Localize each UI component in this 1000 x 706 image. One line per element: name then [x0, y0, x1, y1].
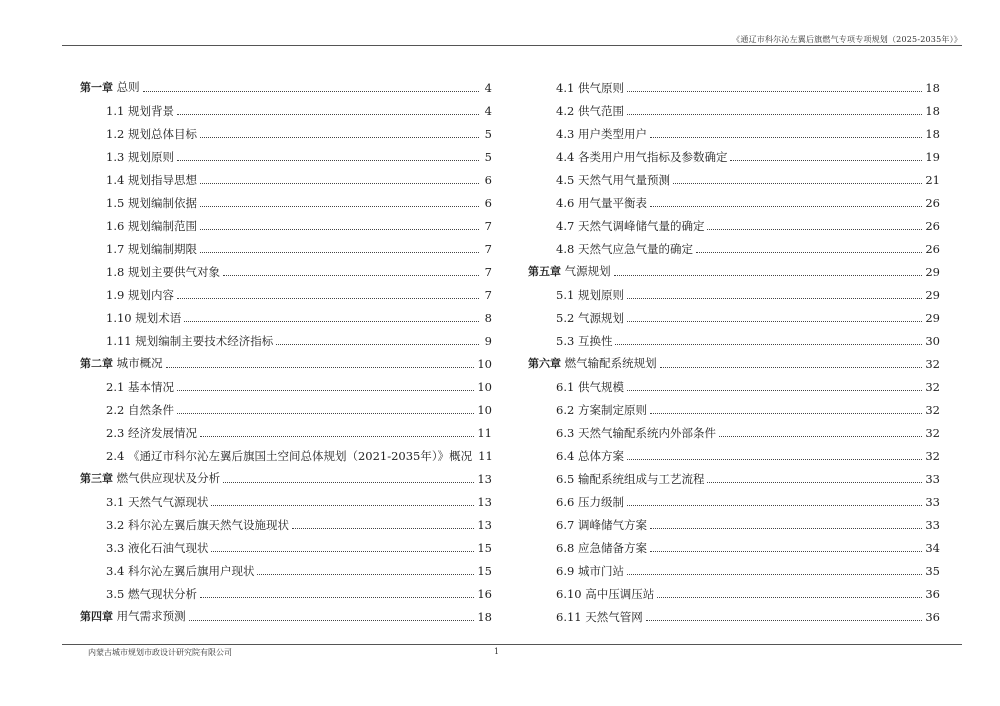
toc-section-entry[interactable]	[528, 394, 940, 417]
toc-section-entry[interactable]	[528, 233, 940, 256]
toc-section-title: 4.4 各类用户用气指标及参数确定	[556, 150, 728, 164]
toc-dot-leader	[200, 435, 474, 437]
toc-section-entry[interactable]	[528, 279, 940, 302]
toc-section-entry[interactable]	[80, 256, 492, 279]
toc-page-number: 29	[925, 311, 940, 325]
toc-section-entry[interactable]	[528, 417, 940, 440]
toc-dot-leader	[200, 136, 479, 138]
toc-chapter-name: 气源规划	[564, 264, 611, 278]
toc-section-title: 3.2 科尔沁左翼后旗天然气设施现状	[106, 518, 289, 532]
toc-dot-leader	[200, 596, 474, 598]
toc-page-number: 21	[925, 173, 940, 187]
toc-section-title: 5.3 互换性	[556, 334, 613, 348]
toc-page-number: 32	[925, 403, 940, 417]
toc-section-title: 1.3 规划原则	[106, 150, 174, 164]
toc-section-entry[interactable]	[80, 118, 492, 141]
toc-section-title: 4.8 天然气应急气量的确定	[556, 242, 693, 256]
toc-dot-leader	[200, 251, 479, 253]
toc-section-title: 6.6 压力级制	[556, 495, 624, 509]
toc-chapter-name: 总则	[116, 80, 140, 94]
toc-page-number: 4	[484, 81, 492, 95]
toc-chapter-title	[80, 609, 186, 624]
toc-dot-leader	[696, 251, 922, 253]
toc-dot-leader	[730, 159, 922, 161]
toc-section-title: 6.10 高中压调压站	[556, 587, 655, 601]
toc-page-number: 11	[477, 426, 492, 440]
toc-dot-leader	[223, 481, 474, 483]
toc-section-title: 4.2 供气范围	[556, 104, 624, 118]
toc-chapter-name: 用气需求预测	[116, 609, 186, 623]
toc-page-number: 36	[925, 610, 940, 624]
toc-dot-leader	[650, 412, 922, 414]
toc-section-entry[interactable]	[528, 210, 940, 233]
toc-section-title: 6.7 调峰储气方案	[556, 518, 647, 532]
toc-section-title: 1.11 规划编制主要技术经济指标	[106, 334, 274, 348]
toc-dot-leader	[673, 182, 922, 184]
toc-section-entry[interactable]	[528, 532, 940, 555]
toc-chapter-title	[80, 80, 140, 95]
toc-section-title: 6.8 应急储备方案	[556, 541, 647, 555]
toc-dot-leader	[200, 182, 479, 184]
toc-chapter-number: 第六章	[528, 357, 561, 370]
toc-section-entry[interactable]	[80, 187, 492, 210]
toc-section-title: 6.11 天然气管网	[556, 610, 643, 624]
toc-dot-leader	[627, 113, 922, 115]
toc-page-number: 7	[484, 219, 492, 233]
toc-page-number: 15	[477, 541, 492, 555]
toc-section-entry[interactable]	[80, 302, 492, 325]
toc-page-number: 13	[477, 472, 492, 486]
toc-page-number: 11	[478, 449, 493, 463]
toc-chapter-name: 燃气输配系统规划	[564, 356, 657, 370]
toc-section-entry[interactable]	[80, 486, 492, 509]
toc-page-number: 32	[925, 426, 940, 440]
toc-section-title: 3.5 燃气现状分析	[106, 587, 197, 601]
toc-dot-leader	[650, 550, 922, 552]
toc-section-entry[interactable]	[80, 417, 492, 440]
toc-chapter-number: 第三章	[80, 472, 113, 485]
toc-dot-leader	[184, 320, 479, 322]
toc-section-entry[interactable]	[528, 72, 940, 95]
toc-section-title: 5.1 规划原则	[556, 288, 624, 302]
toc-dot-leader	[143, 90, 479, 92]
toc-section-entry[interactable]	[80, 394, 492, 417]
toc-dot-leader	[719, 435, 922, 437]
toc-dot-leader	[177, 297, 479, 299]
footer-page-number: 1	[494, 647, 500, 656]
toc-dot-leader	[189, 619, 475, 621]
toc-section-title: 6.9 城市门站	[556, 564, 624, 578]
toc-chapter-entry[interactable]	[528, 348, 940, 371]
toc-page-number: 8	[484, 311, 492, 325]
toc-dot-leader	[200, 205, 479, 207]
toc-page-number: 9	[484, 334, 492, 348]
toc-section-entry[interactable]	[528, 463, 940, 486]
toc-section-entry[interactable]	[528, 578, 940, 601]
toc-section-entry[interactable]	[528, 440, 940, 463]
toc-dot-leader	[627, 389, 922, 391]
toc-dot-leader	[177, 113, 479, 115]
toc-dot-leader	[292, 527, 474, 529]
toc-section-title: 4.6 用气量平衡表	[556, 196, 647, 210]
toc-section-entry[interactable]	[528, 325, 940, 348]
toc-section-entry[interactable]	[528, 555, 940, 578]
toc-section-entry[interactable]	[80, 95, 492, 118]
toc-dot-leader	[276, 343, 479, 345]
toc-chapter-number: 第一章	[80, 81, 113, 94]
toc-section-title: 4.7 天然气调峰储气量的确定	[556, 219, 705, 233]
toc-page-number: 19	[925, 150, 940, 164]
toc-section-entry[interactable]	[528, 95, 940, 118]
toc-section-entry[interactable]	[528, 509, 940, 532]
toc-section-entry[interactable]	[80, 532, 492, 555]
toc-page-number: 13	[477, 518, 492, 532]
toc-section-entry[interactable]	[80, 440, 492, 463]
toc-chapter-entry[interactable]	[528, 256, 940, 279]
toc-dot-leader	[614, 274, 923, 276]
toc-section-title: 6.5 输配系统组成与工艺流程	[556, 472, 705, 486]
toc-section-title: 2.3 经济发展情况	[106, 426, 197, 440]
toc-dot-leader	[615, 343, 922, 345]
toc-dot-leader	[707, 228, 922, 230]
toc-page-number: 7	[484, 265, 492, 279]
toc-section-entry[interactable]	[80, 141, 492, 164]
toc-page-number: 6	[484, 173, 492, 187]
toc-section-title: 3.1 天然气气源现状	[106, 495, 209, 509]
toc-page-number: 10	[477, 380, 492, 394]
footer-rule	[62, 644, 962, 645]
toc-dot-leader	[650, 527, 922, 529]
toc-section-title: 3.3 液化石油气现状	[106, 541, 209, 555]
toc-page-number: 7	[484, 242, 492, 256]
toc-section-entry[interactable]	[80, 555, 492, 578]
toc-section-entry[interactable]	[80, 371, 492, 394]
toc-page-number: 15	[477, 564, 492, 578]
toc-section-title: 1.8 规划主要供气对象	[106, 265, 220, 279]
toc-section-title: 2.2 自然条件	[106, 403, 174, 417]
toc-section-title: 2.4 《通辽市科尔沁左翼后旗国土空间总体规划（2021-2035年）》概况	[106, 449, 473, 463]
toc-page-number: 18	[925, 81, 940, 95]
toc-page-number: 29	[925, 265, 940, 279]
toc-section-entry[interactable]	[80, 578, 492, 601]
toc-dot-leader	[211, 550, 474, 552]
toc-section-title: 6.4 总体方案	[556, 449, 624, 463]
toc-chapter-title	[80, 471, 220, 486]
toc-section-title: 1.4 规划指导思想	[106, 173, 197, 187]
toc-page-number: 33	[925, 495, 940, 509]
toc-page-number: 33	[925, 472, 940, 486]
toc-section-entry[interactable]	[80, 325, 492, 348]
toc-dot-leader	[646, 619, 923, 621]
toc-page-number: 26	[925, 242, 940, 256]
toc-section-title: 5.2 气源规划	[556, 311, 624, 325]
toc-section-entry[interactable]	[528, 141, 940, 164]
toc-section-entry[interactable]	[80, 210, 492, 233]
toc-section-title: 1.1 规划背景	[106, 104, 174, 118]
toc-dot-leader	[257, 573, 474, 575]
toc-chapter-number: 第五章	[528, 265, 561, 278]
toc-section-entry[interactable]	[80, 279, 492, 302]
toc-page-number: 35	[925, 564, 940, 578]
toc-page-number: 4	[484, 104, 492, 118]
toc-section-entry[interactable]	[80, 164, 492, 187]
toc-dot-leader	[627, 297, 922, 299]
toc-page-number: 10	[477, 357, 492, 371]
toc-section-title: 4.5 天然气用气量预测	[556, 173, 670, 187]
toc-chapter-entry[interactable]	[80, 601, 492, 624]
toc-right-column	[528, 72, 940, 624]
toc-dot-leader	[177, 159, 479, 161]
toc-chapter-entry[interactable]	[80, 348, 492, 371]
toc-page-number: 33	[925, 518, 940, 532]
toc-chapter-number: 第四章	[80, 610, 113, 623]
toc-section-title: 6.2 方案制定原则	[556, 403, 647, 417]
header-rule	[62, 45, 962, 46]
toc-page-number: 29	[925, 288, 940, 302]
toc-chapter-title	[528, 264, 611, 279]
toc-page-number: 26	[925, 219, 940, 233]
toc-dot-leader	[223, 274, 479, 276]
toc-chapter-title	[528, 356, 657, 371]
toc-section-entry[interactable]	[528, 486, 940, 509]
toc-section-title: 4.1 供气原则	[556, 81, 624, 95]
toc-page-number: 13	[477, 495, 492, 509]
toc-section-title: 3.4 科尔沁左翼后旗用户现状	[106, 564, 255, 578]
toc-page-number: 32	[925, 380, 940, 394]
toc-page-number: 18	[925, 127, 940, 141]
toc-dot-leader	[650, 205, 922, 207]
document-header-title: 《通辽市科尔沁左翼后旗燃气专项专项规划（2025-2035年）》	[732, 35, 962, 44]
toc-dot-leader	[627, 504, 922, 506]
toc-dot-leader	[650, 136, 922, 138]
toc-section-title: 1.10 规划术语	[106, 311, 182, 325]
footer-organization: 内蒙古城市规划市政设计研究院有限公司	[88, 648, 232, 657]
toc-section-title: 1.2 规划总体目标	[106, 127, 197, 141]
toc-page-number: 26	[925, 196, 940, 210]
toc-page-number: 30	[925, 334, 940, 348]
toc-section-title: 2.1 基本情况	[106, 380, 174, 394]
toc-dot-leader	[627, 320, 922, 322]
toc-page-number: 5	[484, 127, 492, 141]
toc-chapter-title	[80, 356, 163, 371]
toc-section-title: 1.9 规划内容	[106, 288, 174, 302]
toc-section-entry[interactable]	[528, 371, 940, 394]
toc-dot-leader	[660, 366, 923, 368]
toc-page-number: 32	[925, 449, 940, 463]
toc-page-number: 34	[925, 541, 940, 555]
toc-chapter-entry[interactable]	[80, 72, 492, 95]
toc-dot-leader	[177, 412, 474, 414]
toc-page-number: 18	[925, 104, 940, 118]
toc-chapter-number: 第二章	[80, 357, 113, 370]
toc-section-entry[interactable]	[528, 302, 940, 325]
toc-chapter-entry[interactable]	[80, 463, 492, 486]
toc-section-entry[interactable]	[528, 164, 940, 187]
toc-dot-leader	[627, 573, 922, 575]
toc-section-entry[interactable]	[80, 233, 492, 256]
toc-page-number: 7	[484, 288, 492, 302]
toc-section-entry[interactable]	[80, 509, 492, 532]
toc-chapter-name: 城市概况	[116, 356, 163, 370]
toc-dot-leader	[657, 596, 922, 598]
toc-section-entry[interactable]	[528, 187, 940, 210]
toc-page-number: 10	[477, 403, 492, 417]
toc-dot-leader	[707, 481, 922, 483]
toc-section-title: 6.3 天然气输配系统内外部条件	[556, 426, 716, 440]
toc-section-entry[interactable]	[528, 601, 940, 624]
toc-page-number: 5	[484, 150, 492, 164]
toc-dot-leader	[177, 389, 474, 391]
toc-chapter-name: 燃气供应现状及分析	[116, 471, 221, 485]
toc-section-title: 1.7 规划编制期限	[106, 242, 197, 256]
toc-dot-leader	[200, 228, 479, 230]
toc-section-entry[interactable]	[528, 118, 940, 141]
toc-section-title: 1.6 规划编制范围	[106, 219, 197, 233]
toc-left-column	[80, 72, 492, 624]
toc-section-title: 6.1 供气规模	[556, 380, 624, 394]
toc-section-title: 4.3 用户类型用户	[556, 127, 647, 141]
toc-dot-leader	[627, 458, 922, 460]
toc-dot-leader	[211, 504, 474, 506]
toc-page-number: 6	[484, 196, 492, 210]
toc-page-number: 18	[477, 610, 492, 624]
toc-page-number: 36	[925, 587, 940, 601]
toc-dot-leader	[166, 366, 475, 368]
toc-section-title: 1.5 规划编制依据	[106, 196, 197, 210]
toc-page-number: 16	[477, 587, 492, 601]
toc-dot-leader	[627, 90, 922, 92]
toc-page-number: 32	[925, 357, 940, 371]
